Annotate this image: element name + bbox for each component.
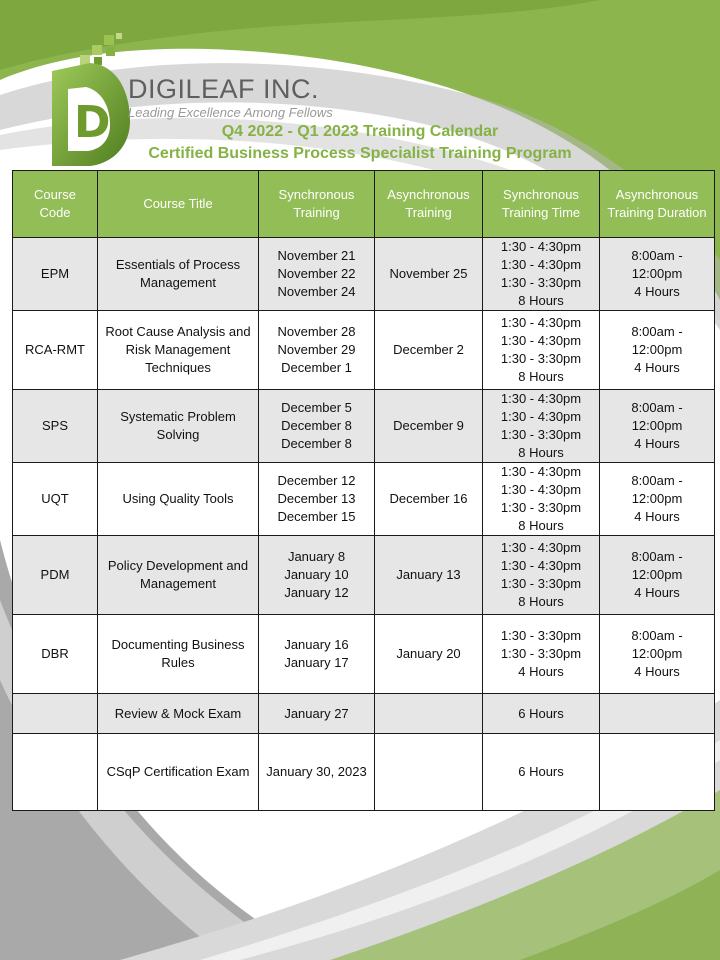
cell-line: 8:00am - 12:00pm xyxy=(631,628,683,661)
cell-line: 8:00am - 12:00pm xyxy=(631,400,683,433)
async-duration-cell xyxy=(600,734,715,811)
cell-line: 1:30 - 3:30pm xyxy=(500,275,582,290)
sync-time-cell xyxy=(483,536,600,615)
cell-line: 1:30 - 3:30pm xyxy=(500,628,582,643)
cell-line: 4 Hours xyxy=(634,509,680,524)
cell-line: 1:30 - 4:30pm xyxy=(500,315,582,330)
async-duration-cell xyxy=(600,536,715,615)
async-duration-cell xyxy=(600,463,715,536)
cell-line: 8 Hours xyxy=(518,594,564,609)
cell-line: 1:30 - 4:30pm xyxy=(500,257,582,272)
cell-line: 1:30 - 3:30pm xyxy=(500,351,582,366)
sync-dates-cell xyxy=(259,238,375,311)
async-date-cell: January 20 xyxy=(375,615,483,694)
course-title-cell: Policy Development and Management xyxy=(98,536,259,615)
course-code-cell: UQT xyxy=(13,463,98,536)
async-duration-cell xyxy=(600,615,715,694)
async-date-cell xyxy=(375,694,483,734)
course-code-cell: DBR xyxy=(13,615,98,694)
cell-line: January 27 xyxy=(284,705,349,721)
cell-line: 1:30 - 3:30pm xyxy=(500,576,582,591)
cell-line: 8:00am - 12:00pm xyxy=(631,324,683,357)
cell-line: December 1 xyxy=(281,360,352,375)
cell-line: November 24 xyxy=(277,284,356,299)
cell-line: January 17 xyxy=(284,655,349,670)
table-row xyxy=(13,615,715,694)
sync-dates-cell xyxy=(259,734,375,811)
async-duration-cell xyxy=(600,390,715,463)
cell-line: 6 Hours xyxy=(518,764,564,779)
cell-line: January 12 xyxy=(284,585,349,600)
course-title-cell: Root Cause Analysis and Risk Management Techniques xyxy=(98,311,259,390)
program-title: Certified Business Process Specialist Training Program xyxy=(148,145,572,162)
svg-text:D: D xyxy=(74,97,111,148)
header-course-title: Course Title xyxy=(98,171,259,238)
cell-line: 1:30 - 4:30pm xyxy=(500,482,582,497)
training-calendar-table xyxy=(12,170,715,811)
sync-dates-cell xyxy=(259,694,375,734)
cell-line: November 22 xyxy=(277,266,356,281)
sync-time-cell xyxy=(483,615,600,694)
table-row xyxy=(13,311,715,390)
course-title-cell: Review & Mock Exam xyxy=(98,694,259,734)
table-row xyxy=(13,694,715,734)
cell-line: 8:00am - 12:00pm xyxy=(631,248,683,281)
table-body xyxy=(13,238,715,811)
cell-line: 1:30 - 4:30pm xyxy=(500,409,582,424)
header-synchronous-time: Synchronous Training Time xyxy=(483,171,600,238)
cell-line: November 29 xyxy=(277,342,356,357)
table-row xyxy=(13,390,715,463)
course-title-cell: CSqP Certification Exam xyxy=(98,734,259,811)
brand-name: DIGILEAF INC. xyxy=(128,74,320,104)
header-course-code: Course Code xyxy=(13,171,98,238)
cell-line: 1:30 - 3:30pm xyxy=(500,646,582,661)
cell-line: 8 Hours xyxy=(518,369,564,384)
course-code-cell: RCA-RMT xyxy=(13,311,98,390)
sync-dates-cell xyxy=(259,390,375,463)
sync-dates-cell xyxy=(259,463,375,536)
course-title-cell: Using Quality Tools xyxy=(98,463,259,536)
async-duration-cell xyxy=(600,694,715,734)
cell-line: December 12 xyxy=(277,473,356,488)
course-code-cell: PDM xyxy=(13,536,98,615)
cell-line: 1:30 - 3:30pm xyxy=(500,500,582,515)
cell-line: 8 Hours xyxy=(518,445,564,460)
async-date-cell: December 2 xyxy=(375,311,483,390)
cell-line: 4 Hours xyxy=(634,284,680,299)
async-duration-cell xyxy=(600,238,715,311)
cell-line: November 28 xyxy=(277,324,356,339)
brand-tagline: Leading Excellence Among Fellows xyxy=(128,105,333,120)
cell-line: December 15 xyxy=(277,509,356,524)
cell-line: January 8 xyxy=(287,549,346,564)
async-date-cell: December 9 xyxy=(375,390,483,463)
course-title-cell: Systematic Problem Solving xyxy=(98,390,259,463)
cell-line: 1:30 - 4:30pm xyxy=(500,464,582,479)
cell-line: 1:30 - 3:30pm xyxy=(500,427,582,442)
async-duration-cell xyxy=(600,311,715,390)
sync-time-cell xyxy=(483,463,600,536)
cell-line: 4 Hours xyxy=(634,585,680,600)
sync-dates-cell xyxy=(259,311,375,390)
sync-time-cell xyxy=(483,694,600,734)
sync-dates-cell xyxy=(259,615,375,694)
cell-line: 8:00am - 12:00pm xyxy=(631,473,683,506)
table-row xyxy=(13,734,715,811)
calendar-title: Q4 2022 - Q1 2023 Training Calendar xyxy=(221,123,499,140)
sync-time-cell xyxy=(483,311,600,390)
header-synchronous-training: Synchronous Training xyxy=(259,171,375,238)
course-title-cell: Essentials of Process Management xyxy=(98,238,259,311)
cell-line: 8 Hours xyxy=(518,518,564,533)
cell-line: 6 Hours xyxy=(518,705,564,721)
course-code-cell: EPM xyxy=(13,238,98,311)
course-title-cell: Documenting Business Rules xyxy=(98,615,259,694)
cell-line: December 13 xyxy=(277,491,356,506)
cell-line: December 8 xyxy=(281,418,352,433)
table-row xyxy=(13,238,715,311)
cell-line: January 16 xyxy=(284,637,349,652)
async-date-cell xyxy=(375,734,483,811)
course-code-cell: SPS xyxy=(13,390,98,463)
cell-line: November 21 xyxy=(277,248,356,263)
cell-line: 1:30 - 4:30pm xyxy=(500,540,582,555)
sync-dates-cell xyxy=(259,536,375,615)
header-asynchronous-training: Asynchronous Training xyxy=(375,171,483,238)
table-row xyxy=(13,536,715,615)
cell-line: January 10 xyxy=(284,567,349,582)
cell-line: December 8 xyxy=(281,436,352,451)
sync-time-cell xyxy=(483,390,600,463)
cell-line: 4 Hours xyxy=(518,664,564,679)
cell-line: January 30, 2023 xyxy=(266,764,367,779)
cell-line: 4 Hours xyxy=(634,360,680,375)
course-code-cell xyxy=(13,694,98,734)
async-date-cell: December 16 xyxy=(375,463,483,536)
cell-line: 1:30 - 4:30pm xyxy=(500,391,582,406)
cell-line: 8 Hours xyxy=(518,293,564,308)
header-asynchronous-duration: Asynchronous Training Duration xyxy=(600,171,715,238)
cell-line: 1:30 - 4:30pm xyxy=(500,558,582,573)
cell-line: 1:30 - 4:30pm xyxy=(500,239,582,254)
async-date-cell: January 13 xyxy=(375,536,483,615)
sync-time-cell xyxy=(483,734,600,811)
cell-line: December 5 xyxy=(281,400,352,415)
cell-line: 1:30 - 4:30pm xyxy=(500,333,582,348)
cell-line: 8:00am - 12:00pm xyxy=(631,549,683,582)
async-date-cell: November 25 xyxy=(375,238,483,311)
table-row xyxy=(13,463,715,536)
cell-line: 4 Hours xyxy=(634,664,680,679)
sync-time-cell xyxy=(483,238,600,311)
course-code-cell xyxy=(13,734,98,811)
header-row xyxy=(13,171,715,238)
cell-line: 4 Hours xyxy=(634,436,680,451)
